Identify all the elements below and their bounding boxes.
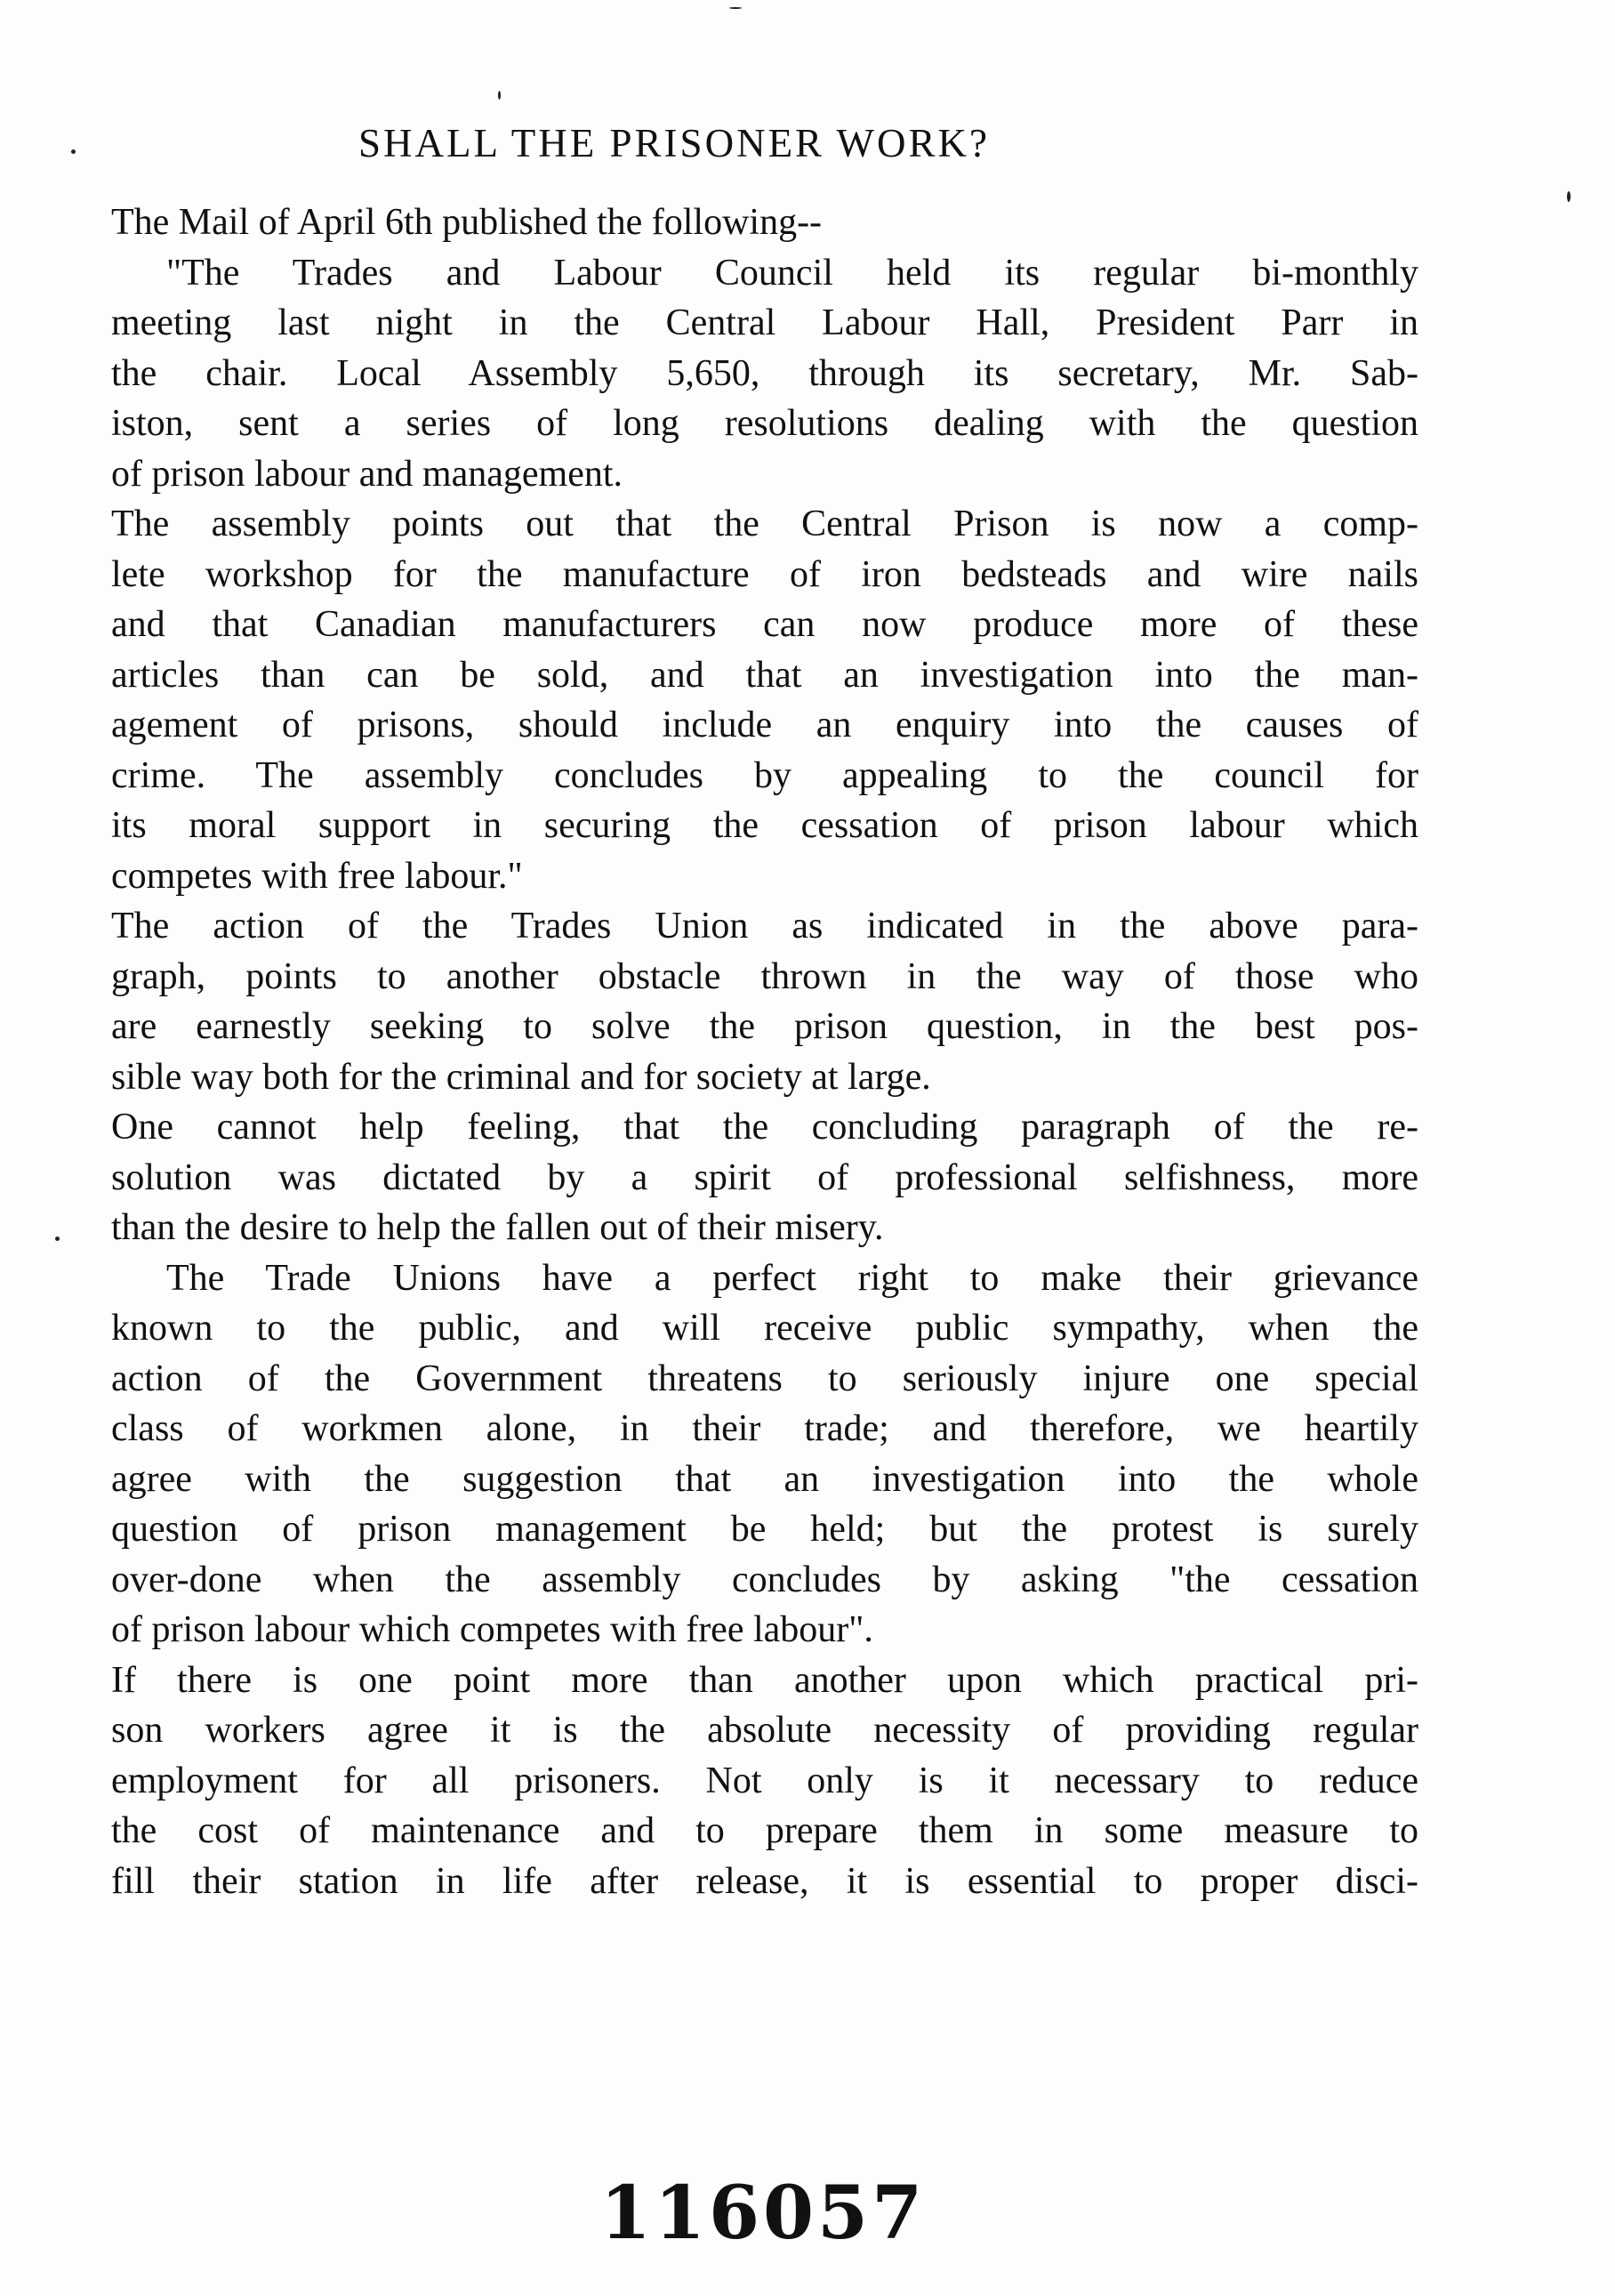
text-line: One cannot help feeling, that the concluding paragraph of the re- [111,1107,1418,1148]
text-line: The Mail of April 6th published the following-- [111,202,823,243]
text-line: iston, sent a series of long resolutions dealing with the question [111,403,1418,444]
text-line: the cost of maintenance and to prepare them in some measure to [111,1810,1418,1851]
text-line: The Trade Unions have a perfect right to make their grievance [166,1257,1418,1299]
text-line: than the desire to help the fallen out of their misery. [111,1207,884,1248]
body-text [111,197,1418,1906]
text-line: its moral support in securing the cessation of prison labour which [111,805,1418,846]
text-line: competes with free labour." [111,855,523,897]
text-line: question of prison management be held; but the protest is surely [111,1509,1418,1550]
scan-speck [729,7,742,9]
text-line: employment for all prisoners. Not only is it necessary to reduce [111,1760,1418,1801]
text-line: The action of the Trades Union as indicated in the above para- [111,906,1418,947]
text-line: crime. The assembly concludes by appealing to the council for [111,754,1418,796]
text-line: action of the Government threatens to seriously injure one special [111,1357,1418,1399]
text-line: sible way both for the criminal and for society at large. [111,1056,931,1098]
text-line: If there is one point more than another upon which practical pri- [111,1659,1418,1701]
text-line: agement of prisons, should include an enquiry into the causes of [111,705,1418,745]
text-line: over-done when the assembly concludes by asking "the cessation [111,1559,1418,1600]
text-line: lete workshop for the manufacture of iron bedsteads and wire nails [111,553,1418,595]
text-line: are earnestly seeking to solve the prison question, in the best pos- [111,1006,1418,1047]
text-line: the chair. Local Assembly 5,650, through its secretary, Mr. Sab- [111,352,1418,394]
scan-speck [55,1237,60,1241]
text-line: of prison labour which competes with free labour". [111,1609,873,1650]
text-line: of prison labour and management. [111,453,623,495]
text-line: graph, points to another obstacle thrown in the way of those who [111,955,1418,997]
page-title: SHALL THE PRISONER WORK? [358,121,990,165]
text-line: articles than can be sold, and that an investigation into the man- [111,654,1418,696]
scan-speck [1567,191,1571,202]
text-line: known to the public, and will receive public sympathy, when the [111,1308,1418,1349]
text-line: fill their station in life after release, it is essential to proper disci- [111,1860,1418,1902]
text-line: agree with the suggestion that an investigation into the whole [111,1458,1418,1500]
text-line: son workers agree it is the absolute necessity of providing regular [111,1710,1418,1751]
scan-speck [498,91,501,100]
text-line: "The Trades and Labour Council held its regular bi-monthly [166,252,1418,294]
text-line: class of workmen alone, in their trade; and therefore, we heartily [111,1408,1418,1449]
text-line: meeting last night in the Central Labour Hall, President Parr in [111,302,1418,343]
page-number: 116057 [599,2171,927,2256]
scan-speck [71,149,76,154]
text-line: The assembly points out that the Central Prison is now a comp- [111,504,1418,544]
text-line: and that Canadian manufacturers can now produce more of these [111,604,1418,645]
text-line: solution was dictated by a spirit of professional selfishness, more [111,1156,1418,1198]
